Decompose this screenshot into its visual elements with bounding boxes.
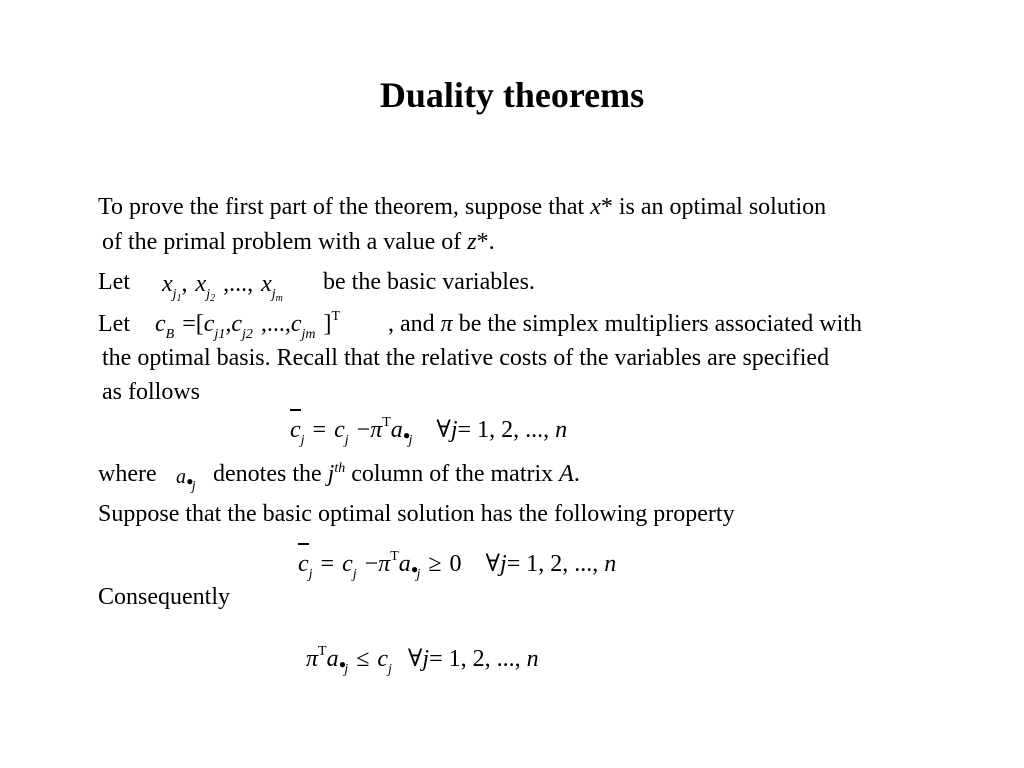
- math-c-bar: c: [290, 417, 301, 443]
- math-c: c: [334, 417, 345, 443]
- sub-2: 2: [245, 327, 253, 342]
- star: *: [476, 229, 489, 255]
- sub-j: j: [352, 567, 357, 582]
- math-c: c: [377, 646, 389, 672]
- sub-j: j: [408, 433, 413, 448]
- math-x: x: [195, 271, 207, 297]
- para-3-let: Let: [98, 311, 130, 337]
- range: = 1, 2, ...,: [506, 551, 605, 577]
- transpose-T: T: [390, 549, 399, 564]
- slide-title: Duality theorems: [379, 75, 645, 115]
- less-equal: ≤: [356, 646, 370, 672]
- comma: ,: [225, 311, 232, 337]
- period: .: [488, 229, 495, 255]
- sub-j: j: [344, 433, 349, 448]
- comma: ,: [260, 311, 267, 337]
- sub-j: j: [344, 662, 349, 677]
- math-a: a: [398, 551, 411, 577]
- math-j: j: [450, 417, 458, 443]
- minus: −: [364, 551, 379, 577]
- sub-j: j: [191, 479, 196, 494]
- sub-j: j: [300, 433, 305, 448]
- math-c: c: [290, 311, 302, 337]
- forall-symbol: ∀: [436, 417, 451, 443]
- para-1-text-a: To prove the first part of the theorem, suppose that: [98, 194, 591, 220]
- sub-2: 2: [210, 293, 216, 304]
- equals: =: [312, 417, 327, 443]
- para-2-let: Let: [98, 269, 130, 295]
- minus: −: [356, 417, 371, 443]
- consequence-inequality: [306, 645, 539, 677]
- bullet-dot: •: [338, 652, 345, 677]
- math-x: x: [261, 271, 272, 297]
- transpose-T: T: [382, 415, 391, 430]
- sub-j: j: [206, 287, 211, 302]
- para-1-line-2: [102, 228, 495, 256]
- range: = 1, 2, ...,: [457, 417, 556, 443]
- math-c: c: [342, 551, 353, 577]
- sub-j: j: [308, 567, 313, 582]
- j-symbol: j: [327, 461, 335, 487]
- sub-j: j: [241, 327, 246, 342]
- para-2-rest: be the basic variables.: [323, 269, 535, 295]
- para-3-line-3: as follows: [102, 379, 200, 405]
- math-j: j: [422, 646, 430, 672]
- math-a: a: [390, 417, 403, 443]
- sub-j: j: [172, 287, 177, 302]
- bullet-dot: •: [410, 557, 417, 582]
- basic-variables-formula: [162, 270, 283, 303]
- sub-j: j: [388, 662, 392, 677]
- para-5: Suppose that the basic optimal solution has the following property: [98, 501, 735, 527]
- optimality-condition-equation: [298, 550, 616, 582]
- para-4-text-b: column of the matrix: [345, 461, 560, 487]
- math-n: n: [604, 551, 617, 577]
- cost-vector-formula: [155, 310, 340, 342]
- math-a: a: [176, 466, 186, 488]
- math-n: n: [526, 646, 539, 672]
- forall-symbol: ∀: [485, 551, 501, 577]
- math-pi: π: [370, 417, 383, 443]
- var-z-star: z: [467, 229, 477, 255]
- para-6: Consequently: [98, 584, 230, 610]
- math-c-bar: c: [298, 551, 309, 577]
- sub-j: j: [214, 327, 219, 342]
- math-c: c: [203, 311, 215, 337]
- comma: ,: [181, 271, 188, 297]
- math-pi: π: [306, 646, 319, 672]
- forall-symbol: ∀: [407, 646, 423, 672]
- transpose-T: T: [318, 644, 327, 659]
- math-a: a: [326, 646, 339, 672]
- left-bracket: [: [195, 311, 204, 337]
- sub-m: m: [305, 327, 316, 342]
- para-3-text-b: be the simplex multipliers associated with: [452, 311, 862, 337]
- dots: ...,: [229, 271, 254, 297]
- sub-1: 1: [218, 327, 226, 342]
- equals: =: [182, 311, 196, 337]
- comma: ,: [223, 271, 230, 297]
- relative-cost-equation: [290, 416, 567, 448]
- bullet-dot: •: [402, 423, 409, 448]
- math-pi: π: [378, 551, 391, 577]
- sub-j: j: [416, 567, 421, 582]
- para-3-line-1-text: [388, 310, 862, 338]
- sub-B: B: [165, 327, 175, 342]
- zero: 0: [449, 551, 462, 577]
- greater-equal: ≥: [428, 551, 442, 577]
- column-symbol: [176, 462, 196, 494]
- range: = 1, 2, ...,: [429, 646, 527, 672]
- para-3-text-a: , and: [388, 311, 441, 337]
- para-4-where: where: [98, 461, 157, 487]
- math-c: c: [231, 311, 242, 337]
- bullet-dot: •: [186, 469, 192, 494]
- para-1-line-1: [98, 193, 826, 221]
- para-3-line-2: the optimal basis. Recall that the relative costs of the variables are specified: [102, 345, 830, 371]
- para-1-text-c: of the primal problem with a value of: [102, 229, 468, 255]
- sub-m: m: [275, 293, 283, 304]
- star: *: [600, 194, 613, 220]
- transpose-T: T: [331, 309, 341, 324]
- math-n: n: [555, 417, 568, 443]
- sub-j: j: [301, 327, 306, 342]
- math-c: c: [155, 311, 166, 337]
- var-x-star: x: [590, 194, 601, 220]
- para-4-text: [213, 460, 580, 492]
- period: .: [573, 461, 580, 487]
- math-x: x: [162, 271, 173, 297]
- equals: =: [320, 551, 335, 577]
- para-1-text-b: is an optimal solution: [612, 194, 827, 220]
- math-j: j: [500, 551, 507, 577]
- th-superscript: th: [334, 461, 346, 476]
- sub-1: 1: [176, 293, 182, 304]
- right-bracket: ]: [323, 311, 332, 337]
- dots: ...,: [266, 311, 291, 337]
- pi-symbol: π: [440, 311, 453, 337]
- para-4-text-a: denotes the: [213, 461, 328, 487]
- matrix-A: A: [559, 461, 574, 487]
- sub-j: j: [271, 287, 276, 302]
